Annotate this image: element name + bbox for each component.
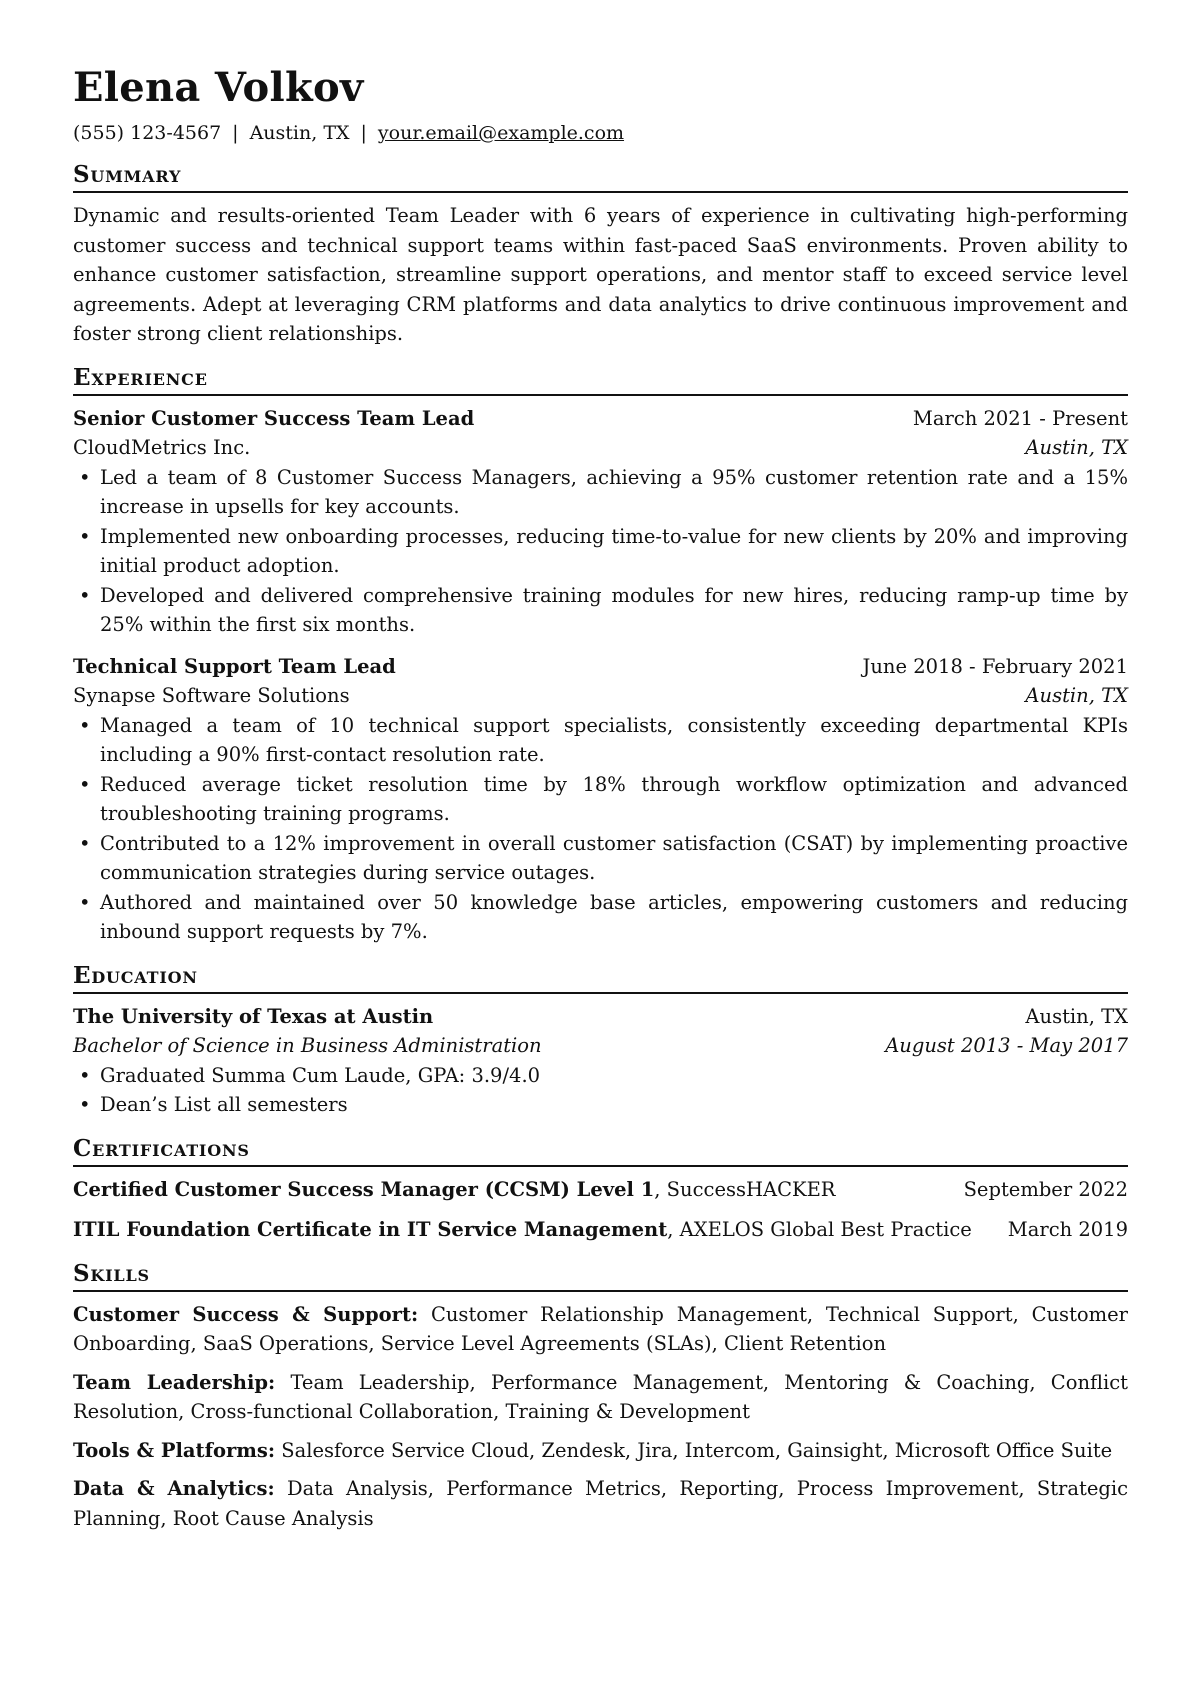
skill-group-label: Customer Success & Support: — [73, 1302, 419, 1326]
contact-phone: (555) 123-4567 — [73, 122, 222, 144]
contact-email-link[interactable]: your.email@example.com — [377, 122, 625, 144]
certification-issuer: , SuccessHACKER — [654, 1177, 836, 1201]
bullet-item: • Managed a team of 10 technical support specialists, consistently exceeding departmental KPIs including a 90% first-contact resolution rate. — [73, 711, 1128, 770]
certification-item — [73, 1175, 1128, 1205]
education-section — [73, 961, 1128, 1120]
bullet-item: • Contributed to a 12% improvement in overall customer satisfaction (CSAT) by implementing proactive communication strategies during service outages. — [73, 829, 1128, 888]
candidate-name: Elena Volkov — [73, 64, 364, 111]
summary-text: Dynamic and results-oriented Team Leader with 6 years of experience in cultivating high-performing customer success and technical support teams within fast-paced SaaS environments. Proven ability to enhance customer satisfaction, streamline support operations, and mentor staff to exceed service level agreements. Adept at leveraging CRM platforms and data analytics to drive continuous improvement and foster strong client relationships. — [73, 204, 1128, 345]
certification-date: September 2022 — [963, 1177, 1128, 1201]
degree-name: Bachelor of Science in Business Administration — [73, 1034, 542, 1057]
skill-group-label: Tools & Platforms: — [73, 1438, 276, 1462]
certification-name: Certified Customer Success Manager (CCSM) Level 1 — [73, 1177, 655, 1201]
skill-group — [73, 1436, 1128, 1466]
education-degree-row — [73, 1031, 1128, 1061]
skill-group — [73, 1300, 1128, 1359]
certification-issuer: , AXELOS Global Best Practice — [667, 1218, 972, 1241]
certification-date: March 2019 — [1007, 1218, 1128, 1241]
bullet-item: • Authored and maintained over 50 knowledge base articles, empowering customers and reducing inbound support requests by 7%. — [73, 888, 1128, 947]
bullet-item: • Led a team of 8 Customer Success Managers, achieving a 95% customer retention rate and a 15% increase in upsells for key accounts. — [73, 463, 1128, 522]
job-company-row — [73, 433, 1128, 463]
skills-section — [73, 1259, 1128, 1534]
summary-heading: Summary — [73, 160, 1128, 193]
skill-group-text: Customer Relationship Management, Technical Support, Customer Onboarding, SaaS Operations, Service Level Agreements (SLAs), Client Retention — [73, 1302, 1128, 1355]
bullet-item: • Graduated Summa Cum Laude, GPA: 3.9/4.0 — [73, 1061, 1128, 1091]
degree-dates: August 2013 - May 2017 — [885, 1034, 1128, 1057]
skill-group — [73, 1474, 1128, 1533]
bullet-item: • Reduced average ticket resolution time by 18% through workflow optimization and advanced troubleshooting training programs. — [73, 770, 1128, 829]
certification-text — [73, 1215, 972, 1245]
certifications-heading: Certifications — [73, 1134, 1128, 1167]
job-dates: March 2021 - Present — [912, 406, 1128, 430]
certification-item — [73, 1215, 1128, 1245]
skill-group-text: Salesforce Service Cloud, Zendesk, Jira, Intercom, Gainsight, Microsoft Office Suite — [281, 1438, 1113, 1462]
job-dates: June 2018 - February 2021 — [862, 654, 1128, 678]
bullet-item: • Implemented new onboarding processes, reducing time-to-value for new clients by 20% and improving initial product adoption. — [73, 522, 1128, 581]
summary-section — [73, 160, 1128, 349]
contact-location: Austin, TX — [249, 122, 350, 144]
job-header-row — [73, 404, 1128, 434]
school-location: Austin, TX — [1025, 1004, 1128, 1028]
skill-group-label: Data & Analytics: — [73, 1477, 275, 1500]
job-company-row — [73, 681, 1128, 711]
skill-group-label: Team Leadership: — [73, 1370, 276, 1394]
bullet-item: • Developed and delivered comprehensive training modules for new hires, reducing ramp-up time by 25% within the first six months. — [73, 581, 1128, 640]
bullet-item: • Dean’s List all semesters — [73, 1090, 1128, 1120]
contact-separator: | — [360, 122, 367, 144]
skill-group-text: Data Analysis, Performance Metrics, Reporting, Process Improvement, Strategic Planning, Root Cause Analysis — [73, 1477, 1129, 1530]
job-bullets — [73, 711, 1128, 947]
job-bullets — [73, 463, 1128, 640]
job-entry — [73, 652, 1128, 947]
experience-section — [73, 363, 1128, 947]
job-company: CloudMetrics Inc. — [73, 436, 251, 459]
job-company: Synapse Software Solutions — [73, 684, 350, 707]
education-heading: Education — [73, 961, 1128, 994]
education-header-row — [73, 1002, 1128, 1032]
job-location: Austin, TX — [1025, 436, 1128, 459]
experience-heading: Experience — [73, 363, 1128, 396]
certification-text — [73, 1175, 836, 1205]
job-location: Austin, TX — [1025, 684, 1128, 707]
education-bullets — [73, 1061, 1128, 1120]
job-role: Technical Support Team Lead — [73, 654, 396, 678]
contact-separator: | — [232, 122, 239, 144]
skill-group-text: Team Leadership, Performance Management, Mentoring & Coaching, Conflict Resolution, Cross-functional Collaboration, Training & Development — [73, 1370, 1128, 1423]
skill-group — [73, 1368, 1128, 1427]
job-header-row — [73, 652, 1128, 682]
job-role: Senior Customer Success Team Lead — [73, 406, 475, 430]
job-entry — [73, 404, 1128, 640]
certification-name: ITIL Foundation Certificate in IT Service Management — [73, 1218, 668, 1241]
contact-line — [73, 118, 1128, 148]
school-name: The University of Texas at Austin — [73, 1004, 434, 1028]
certifications-section — [73, 1134, 1128, 1245]
skills-heading: Skills — [73, 1259, 1128, 1292]
